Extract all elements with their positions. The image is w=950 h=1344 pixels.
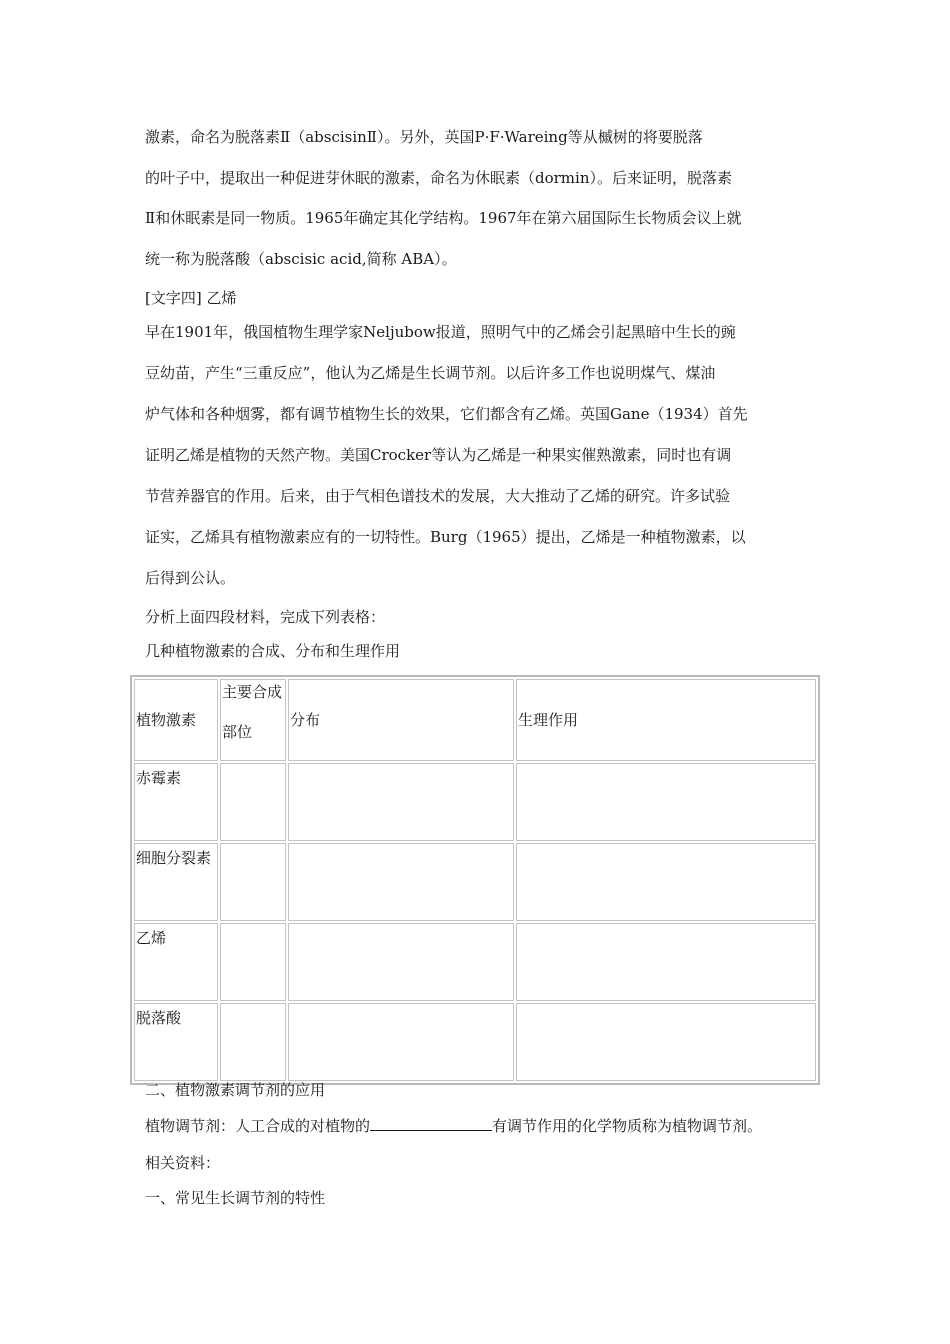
row-hormone-name: 细胞分裂素 <box>134 843 218 921</box>
table-row <box>134 923 816 1001</box>
table-caption: 几种植物激素的合成、分布和生理作用 <box>145 642 401 660</box>
header-synthesis-line2: 部位 <box>222 723 253 741</box>
hormone-table <box>130 675 820 1085</box>
paragraph-line: 证明乙烯是植物的天然产物。美国Crocker等认为乙烯是一种果实催熟激素，同时也有调 <box>145 446 732 464</box>
definition-text-after: 有调节作用的化学物质称为植物调节剂。 <box>492 1117 763 1135</box>
subsection-title: 一、常见生长调节剂的特性 <box>145 1189 326 1207</box>
header-function: 生理作用 <box>516 679 816 761</box>
row-hormone-name: 脱落酸 <box>134 1003 218 1081</box>
definition-text-before: 植物调节剂：人工合成的对植物的 <box>145 1117 371 1135</box>
paragraph-line: 早在1901年，俄国植物生理学家Neljubow报道，照明气中的乙烯会引起黑暗中生长的豌 <box>145 323 736 341</box>
synthesis-site-cell[interactable] <box>220 923 286 1001</box>
distribution-cell[interactable] <box>288 763 514 841</box>
header-synthesis-line1: 主要合成 <box>222 683 283 701</box>
table-row <box>134 763 816 841</box>
paragraph-line: 节营养器官的作用。后来，由于气相色谱技术的发展，大大推动了乙烯的研究。许多试验 <box>145 487 731 505</box>
instruction-text: 分析上面四段材料，完成下列表格： <box>145 608 386 626</box>
table-header-row <box>134 679 816 761</box>
paragraph-line: 统一称为脱落酸（abscisic acid,简称 ABA）。 <box>145 250 457 268</box>
section-heading: [文字四] 乙烯 <box>145 289 237 307</box>
function-cell[interactable] <box>516 763 816 841</box>
distribution-cell[interactable] <box>288 923 514 1001</box>
paragraph-line: 激素，命名为脱落素Ⅱ（abscisinⅡ）。另外，英国P·F·Wareing等从槭树的将要脱落 <box>145 128 703 146</box>
table-row <box>134 843 816 921</box>
function-cell[interactable] <box>516 843 816 921</box>
paragraph-line: 的叶子中，提取出一种促进芽休眠的激素，命名为休眠素（dormin）。后来证明，脱落素 <box>145 169 732 187</box>
paragraph-line: 豆幼苗，产生“三重反应”，他认为乙烯是生长调节剂。以后许多工作也说明煤气、煤油 <box>145 364 716 382</box>
distribution-cell[interactable] <box>288 843 514 921</box>
header-distribution: 分布 <box>288 679 514 761</box>
synthesis-site-cell[interactable] <box>220 843 286 921</box>
synthesis-site-cell[interactable] <box>220 763 286 841</box>
function-cell[interactable] <box>516 1003 816 1081</box>
related-label: 相关资料： <box>145 1154 221 1172</box>
row-hormone-name: 赤霉素 <box>134 763 218 841</box>
section-title: 二、植物激素调节剂的应用 <box>145 1081 326 1099</box>
paragraph-line: 后得到公认。 <box>145 569 236 587</box>
table-row <box>134 1003 816 1081</box>
header-hormone: 植物激素 <box>134 679 218 761</box>
paragraph-line: 证实，乙烯具有植物激素应有的一切特性。Burg（1965）提出，乙烯是一种植物激素，以 <box>145 528 746 546</box>
fill-in-blank[interactable] <box>370 1116 492 1131</box>
row-hormone-name: 乙烯 <box>134 923 218 1001</box>
synthesis-site-cell[interactable] <box>220 1003 286 1081</box>
function-cell[interactable] <box>516 923 816 1001</box>
paragraph-line: 炉气体和各种烟雾，都有调节植物生长的效果，它们都含有乙烯。英国Gane（1934）首先 <box>145 405 748 423</box>
paragraph-line: Ⅱ和休眠素是同一物质。1965年确定其化学结构。1967年在第六届国际生长物质会议上就 <box>145 209 742 227</box>
definition-line <box>145 1116 825 1136</box>
header-synthesis-site <box>220 679 286 761</box>
distribution-cell[interactable] <box>288 1003 514 1081</box>
